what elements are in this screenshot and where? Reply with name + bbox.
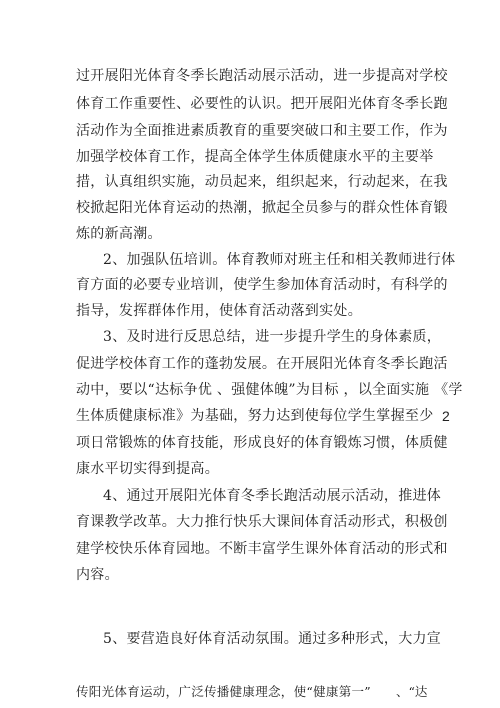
trailing-fragment: 、“达 (396, 684, 428, 699)
paragraph-line: 动中，要以“达标争优 、强健体魄”为目标 ，以全面实施 《学 (76, 382, 463, 398)
paragraph-line: 2、加强队伍培训。体育教师对班主任和相关教师进行体 (103, 252, 456, 268)
paragraph-line: 传阳光体育运动，广泛传播健康理念，使“健康第一” (76, 684, 371, 699)
paragraph-line: 育方面的必要专业培训，使学生参加体育活动时，有科学的 (76, 277, 448, 293)
paragraph-line: 促进学校体育工作的蓬勃发展。在开展阳光体育冬季长跑活 (76, 356, 448, 372)
paragraph-line: 体育工作重要性、必要性的认识。把开展阳光体育冬季长跑 (76, 96, 448, 112)
page-number: 2 (442, 408, 450, 424)
paragraph-line: 3、及时进行反思总结，进一步提升学生的身体素质， (103, 329, 442, 345)
paragraph-line: 建学校快乐体育园地。不断丰富学生课外体育活动的形式和 (76, 541, 448, 557)
paragraph-line: 校掀起阳光体育运动的热潮，掀起全员参与的群众性体育锻 (76, 200, 448, 216)
paragraph-line: 4、通过开展阳光体育冬季长跑活动展示活动，推进体 (103, 488, 442, 504)
paragraph-line: 炼的新高潮。 (76, 226, 162, 242)
paragraph-line: 加强学校体育工作，提高全体学生体质健康水平的主要举 (76, 149, 434, 165)
paragraph-line: 过开展阳光体育冬季长跑活动展示活动，进一步提高对学校 (76, 68, 448, 84)
paragraph-line: 内容。 (76, 567, 119, 583)
paragraph-line: 措，认真组织实施，动员起来，组织起来，行动起来，在我 (76, 174, 448, 190)
paragraph-line: 项日常锻炼的体育技能，形成良好的体育锻炼习惯，体质健 (76, 435, 448, 451)
paragraph-line: 活动作为全面推进素质教育的重要突破口和主要工作，作为 (76, 123, 448, 139)
paragraph-line: 康水平切实得到提高。 (76, 461, 219, 477)
paragraph-line: 生体质健康标准》为基础，努力达到使每位学生掌握至少 (76, 408, 434, 424)
paragraph-line: 育课教学改革。大力推行快乐大课间体育活动形式，积极创 (76, 514, 448, 530)
paragraph-line: 指导，发挥群体作用，使体育活动落到实处。 (76, 303, 362, 319)
paragraph-line: 5、要营造良好体育活动氛围。通过多种形式，大力宣 (103, 631, 442, 647)
